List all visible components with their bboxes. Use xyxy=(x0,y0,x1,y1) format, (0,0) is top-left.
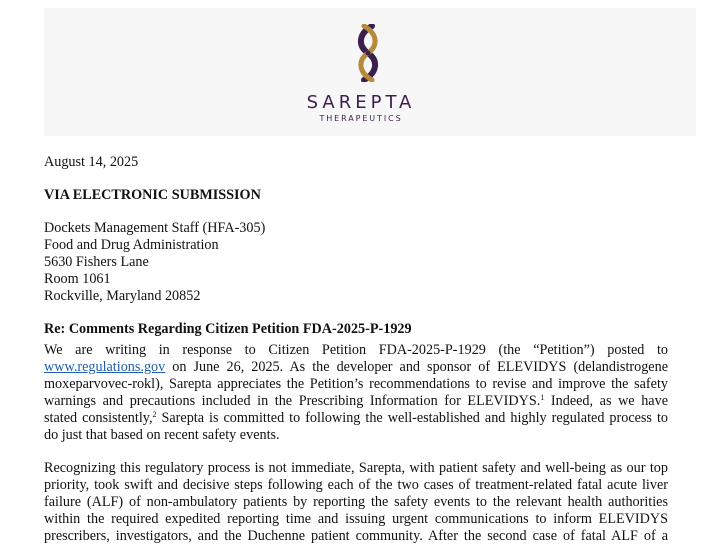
text-line: www.regulations.gov on June 26, 2025. As the developer and sponsor of ELEVIDYS (delandistrogene xyxy=(44,359,668,375)
regulations-link[interactable]: www.regulations.gov xyxy=(44,359,166,375)
footnote-1[interactable]: 1 xyxy=(540,393,545,402)
text-line: within the required expedited reporting time and issuing urgent communications to inform ELEVIDYS xyxy=(44,511,668,527)
text-line: moxeparvovec-rokl), Sarepta appreciates the Petition’s recommendations to revise and improve the safety xyxy=(44,376,668,392)
letter-date: August 14, 2025 xyxy=(44,154,139,170)
sarepta-logo-icon xyxy=(350,24,386,82)
recipient-line: Room 1061 xyxy=(44,271,111,287)
company-name: SAREPTA xyxy=(306,92,416,113)
text-line: prescribers, investigators, and the Duchenne patient community. After the second case of fatal ALF of a xyxy=(44,528,668,544)
paragraph-2 xyxy=(44,460,668,545)
recipient-line: 5630 Fishers Lane xyxy=(44,254,149,270)
text-line: priority, took swift and decisive steps following each of the two cases of treatment-related fatal acute liver xyxy=(44,477,668,493)
submission-method: VIA ELECTRONIC SUBMISSION xyxy=(44,187,261,203)
recipient-line: Dockets Management Staff (HFA-305) xyxy=(44,220,266,236)
text-line: We are writing in response to Citizen Petition FDA-2025-P-1929 (the “Petition”) posted to xyxy=(44,342,668,358)
text-line: warnings and precautions included in the Prescribing Information for ELEVIDYS.$^1$ Indeed, as we have xyxy=(44,393,668,409)
paragraph-1 xyxy=(44,342,668,444)
text-line: failure (ALF) of non-ambulatory patients by reporting the safety events to the relevant health authorities xyxy=(44,494,668,510)
footnote-2[interactable]: 2 xyxy=(152,410,157,419)
company-tagline: THERAPEUTICS xyxy=(319,114,403,123)
recipient-line: Rockville, Maryland 20852 xyxy=(44,288,201,304)
letter-body xyxy=(44,154,668,545)
text-line: Recognizing this regulatory process is not immediate, Sarepta, with patient safety and well-being as our top xyxy=(44,460,668,476)
text-line: do just that based on recent safety events. xyxy=(44,427,280,443)
recipient-line: Food and Drug Administration xyxy=(44,237,219,253)
subject-line: Re: Comments Regarding Citizen Petition FDA-2025-P-1929 xyxy=(44,321,412,337)
text-line: stated consistently,$^2$ Sarepta is committed to following the well-established and highly regulated process to xyxy=(44,410,668,426)
